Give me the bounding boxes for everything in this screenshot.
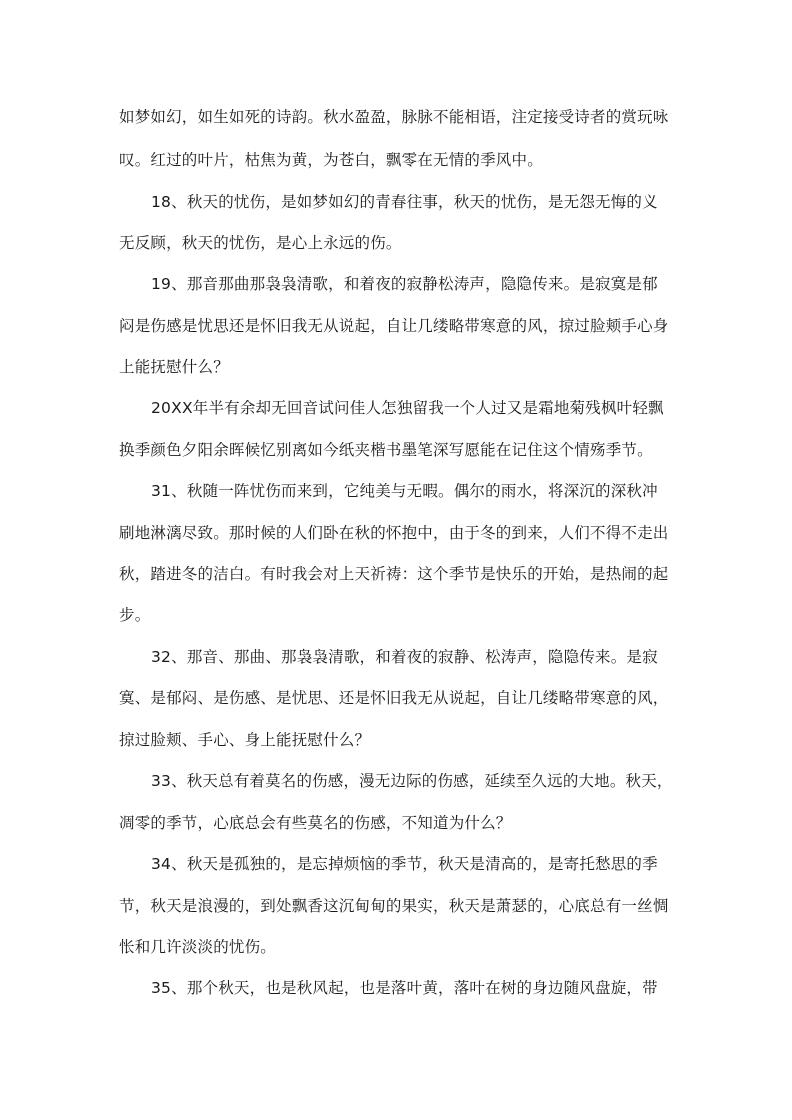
text-line: 叹。红过的叶片，枯焦为黄，为苍白，飘零在无情的季风中。 (119, 151, 543, 169)
paragraph-start-line: 31、秋随一阵忧伤而来到，它纯美与无暇。偶尔的雨水，将深沉的深秋冲 (151, 482, 658, 500)
paragraph-start-line: 20XX年半有余却无回音试问佳人怎独留我一个人过又是霜地菊残枫叶轻飘 (151, 399, 664, 417)
text-line: 闷是伤感是忧思还是怀旧我无从说起，自让几缕略带寒意的风，掠过脸颊手心身 (119, 317, 669, 335)
text-line: 无反顾，秋天的忧伤，是心上永远的伤。 (119, 234, 402, 252)
text-line: 步。 (119, 606, 151, 624)
text-line: 寞、是郁闷、是伤感、是忧思、还是怀旧我无从说起，自让几缕略带寒意的风， (119, 689, 669, 707)
paragraph-start-line: 33、秋天总有着莫名的伤感，漫无边际的伤感，延续至久远的大地。秋天， (151, 772, 673, 790)
text-line: 上能抚慰什么？ (119, 358, 229, 376)
text-line: 怅和几许淡淡的忧伤。 (119, 938, 277, 956)
paragraph-start-line: 35、那个秋天，也是秋风起，也是落叶黄，落叶在树的身边随风盘旋，带 (151, 979, 658, 997)
paragraph-start-line: 34、秋天是孤独的，是忘掉烦恼的季节，秋天是清高的，是寄托愁思的季 (151, 855, 658, 873)
text-line: 如梦如幻，如生如死的诗韵。秋水盈盈，脉脉不能相语，注定接受诗者的赏玩咏 (119, 108, 669, 126)
text-line: 掠过脸颊、手心、身上能抚慰什么？ (119, 731, 371, 749)
text-line: 凋零的季节，心底总会有些莫名的伤感，不知道为什么？ (119, 814, 512, 832)
paragraph-start-line: 32、那音、那曲、那袅袅清歌，和着夜的寂静、松涛声，隐隐传来。是寂 (151, 648, 658, 666)
text-line: 秋，踏进冬的洁白。有时我会对上天祈祷：这个季节是快乐的开始，是热闹的起 (119, 565, 669, 583)
paragraph-start-line: 19、那音那曲那袅袅清歌，和着夜的寂静松涛声，隐隐传来。是寂寞是郁 (151, 275, 658, 293)
text-line: 节，秋天是浪漫的，到处飘香这沉甸甸的果实，秋天是萧瑟的，心底总有一丝惆 (119, 897, 669, 915)
text-line: 换季颜色夕阳余晖候忆别离如今纸夹楷书墨笔深写愿能在记住这个情殇季节。 (119, 441, 653, 459)
text-line: 刷地淋漓尽致。那时候的人们卧在秋的怀抱中，由于冬的到来，人们不得不走出 (119, 524, 669, 542)
paragraph-start-line: 18、秋天的忧伤，是如梦如幻的青春往事，秋天的忧伤，是无怨无悔的义 (151, 193, 658, 211)
